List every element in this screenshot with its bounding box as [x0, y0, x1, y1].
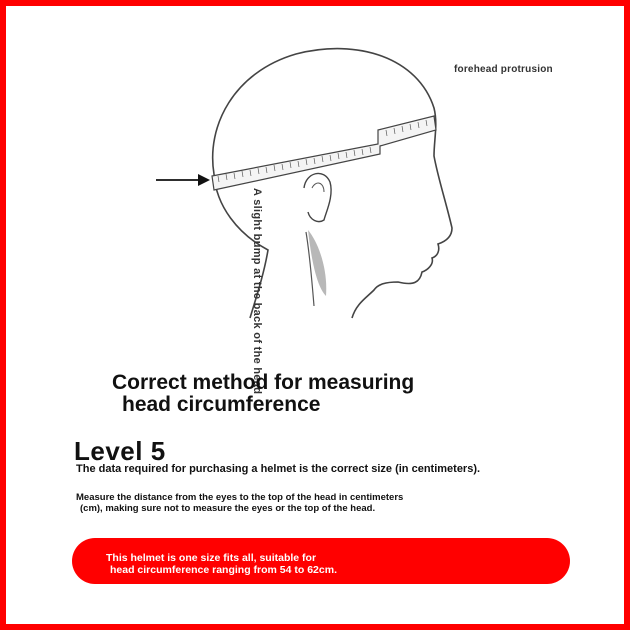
ear [304, 173, 331, 221]
neck-shadow [308, 230, 326, 296]
arrow-icon [156, 174, 210, 186]
page-title [112, 372, 532, 416]
title-line-1: Correct method for measuring [112, 371, 415, 394]
measure-line-1: Measure the distance from the eyes to the top of the head in centimeters [76, 492, 404, 503]
required-size-note: The data required for purchasing a helmet is the correct size (in centimeters). [76, 463, 481, 475]
forehead-label: forehead protrusion [454, 64, 553, 75]
title-line-2: head circumference [122, 393, 321, 416]
back-of-head-label: A slight bump at the back of the head [251, 188, 263, 395]
measuring-tape [212, 116, 436, 190]
measure-instructions [76, 492, 496, 514]
level-heading: Level 5 [74, 436, 166, 466]
head-measurement-illustration [6, 6, 630, 346]
banner-text [106, 552, 546, 576]
size-banner [72, 538, 570, 584]
banner-line-2: head circumference ranging from 54 to 62cm. [110, 564, 337, 576]
banner-line-1: This helmet is one size fits all, suitable for [106, 552, 317, 564]
measure-line-2: (cm), making sure not to measure the eyes or the top of the head. [80, 503, 376, 514]
